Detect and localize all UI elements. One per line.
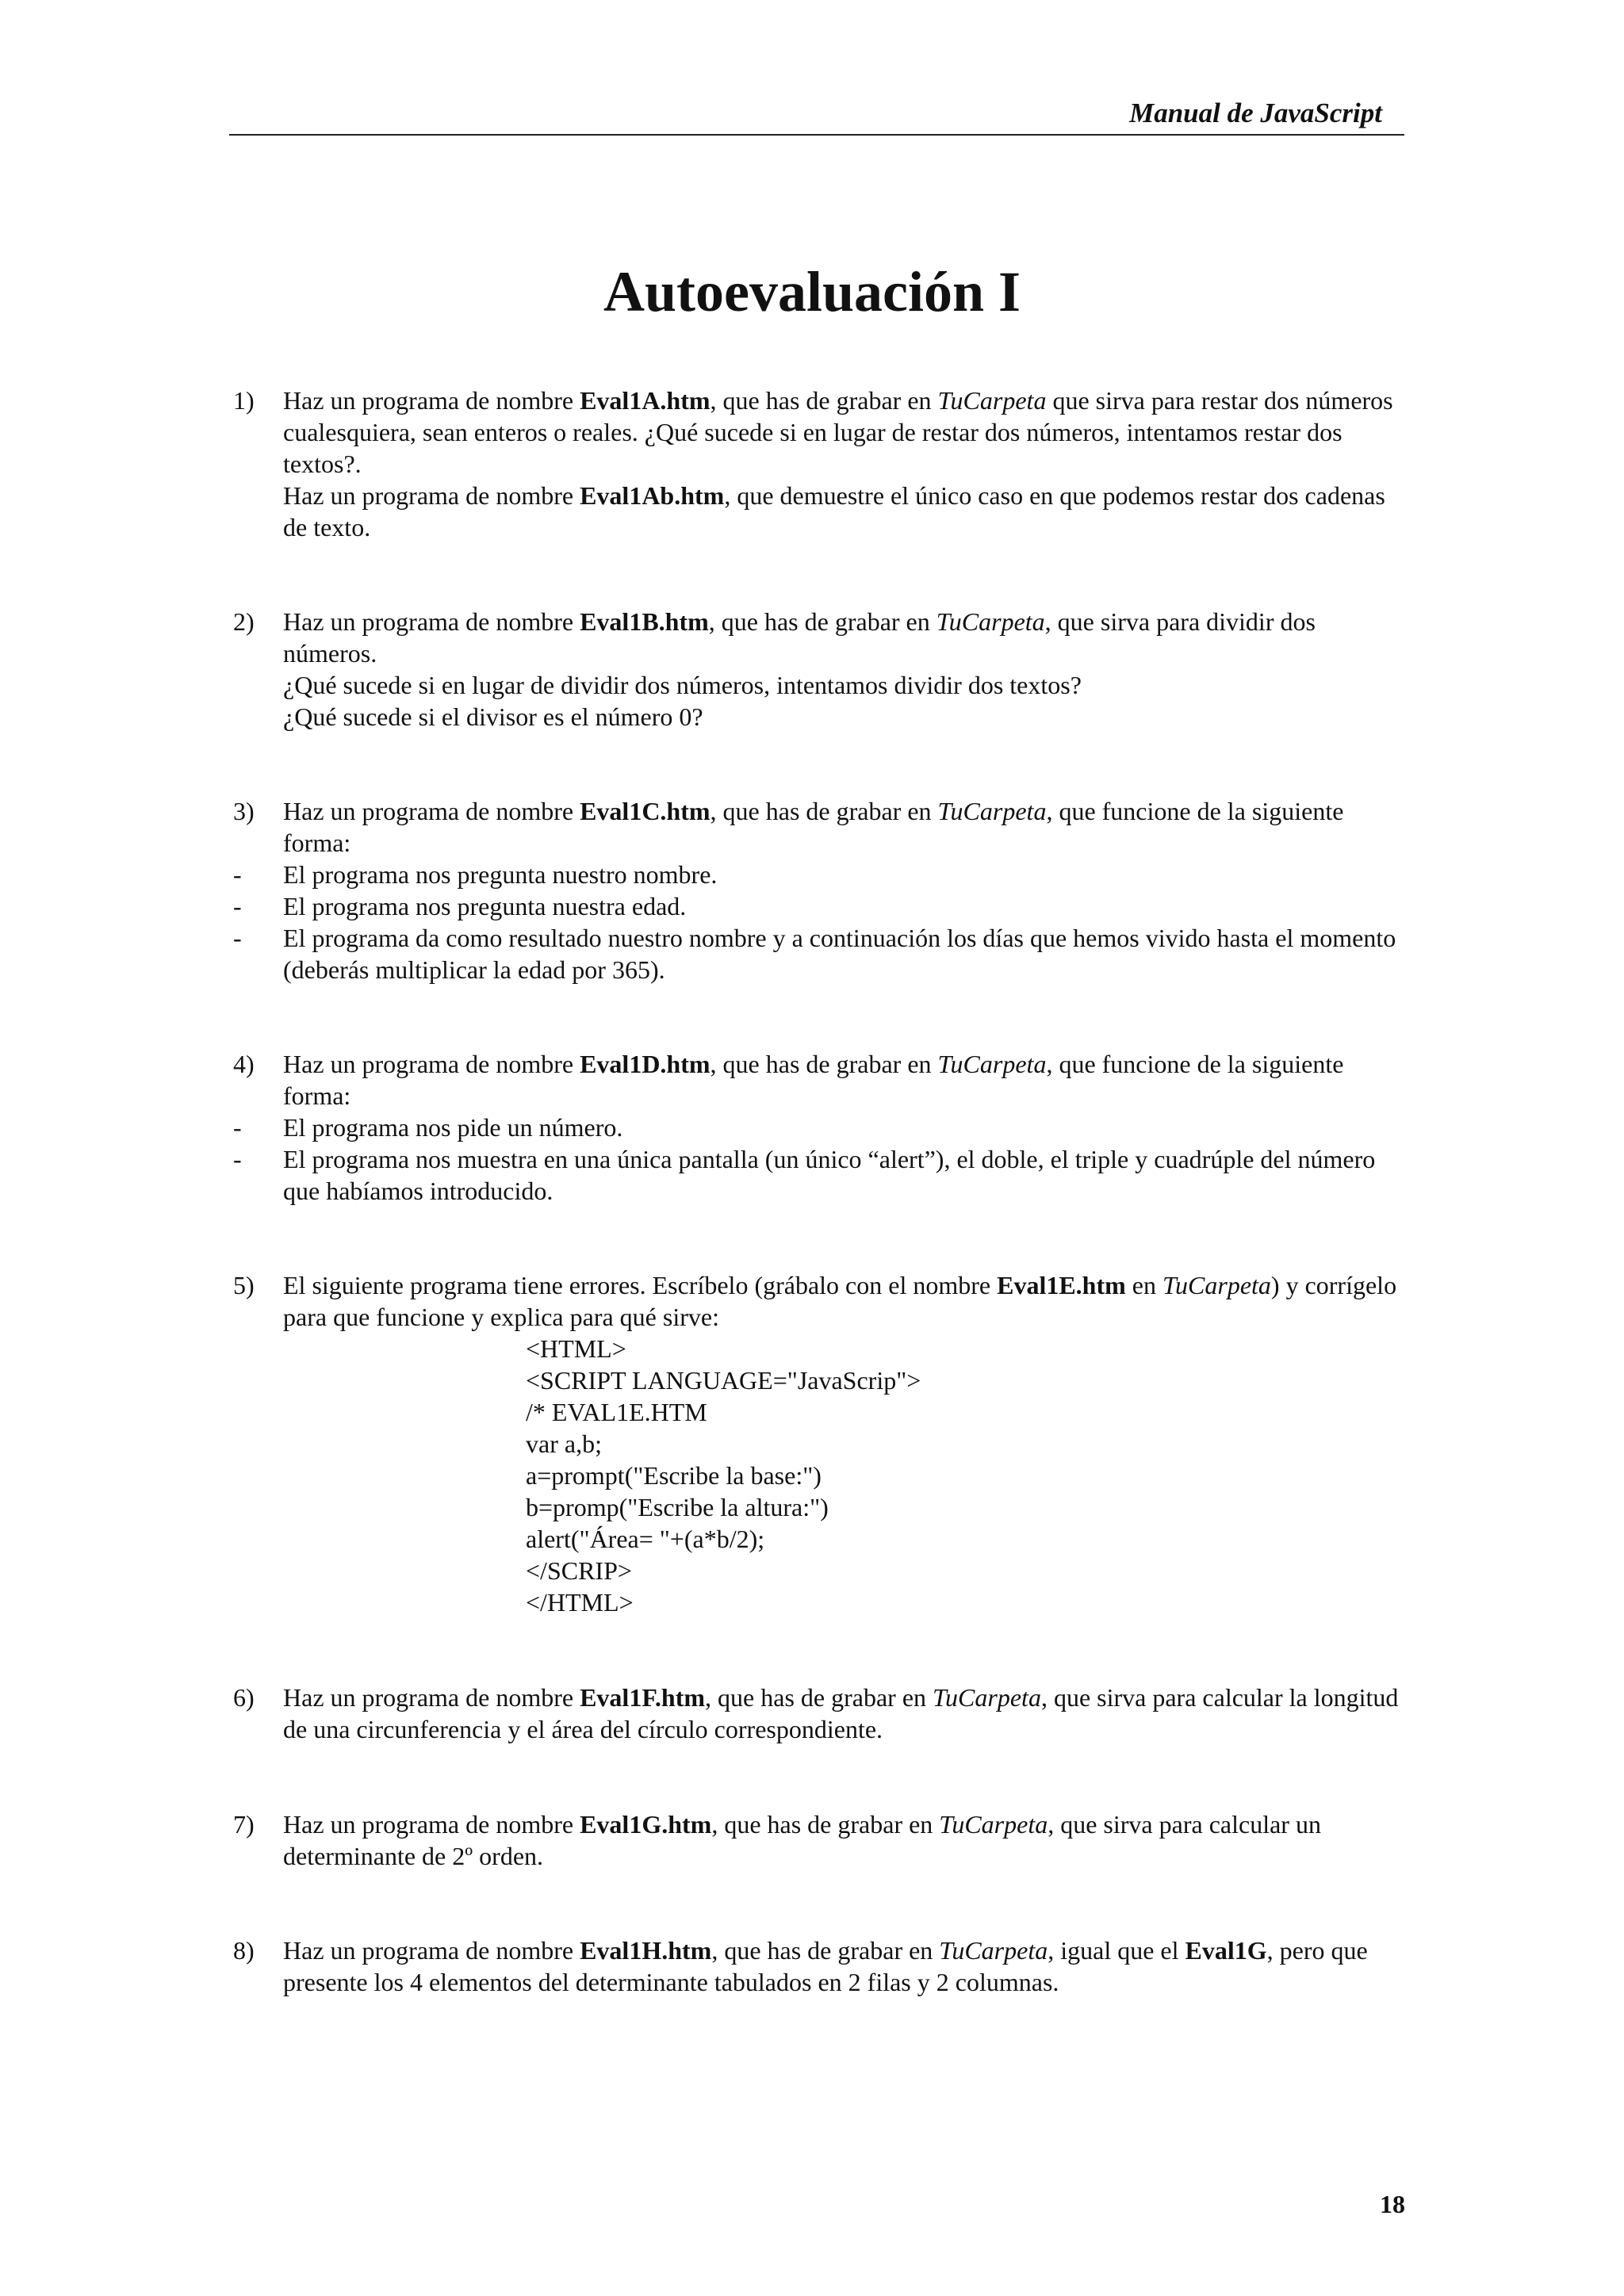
file-name: Eval1D.htm (580, 1050, 710, 1078)
exercise-2-paragraph (229, 606, 1403, 669)
exercise-6 (229, 1682, 1403, 1745)
bullet-dash: - (233, 1145, 242, 1173)
exercise-text: El siguiente programa tiene errores. Escríbelo (grábalo con el nombre (283, 1271, 998, 1299)
code-line: a=prompt("Escribe la base:") (526, 1461, 822, 1490)
code-line: var a,b; (526, 1429, 602, 1458)
exercise-text: Haz un programa de nombre (283, 481, 580, 510)
exercise-text: , pero que presente los 4 elementos del determinante tabulados en 2 filas y 2 columnas. (283, 1936, 1368, 1996)
exercise-2-question-1: ¿Qué sucede si en lugar de dividir dos números, intentamos dividir dos textos? (283, 671, 1082, 699)
exercise-8-paragraph (229, 1934, 1403, 1998)
exercise-text: Haz un programa de nombre (283, 1050, 580, 1078)
exercise-1-paragraph (229, 385, 1403, 480)
file-name: Eval1F.htm (580, 1683, 706, 1712)
exercise-number: 3) (233, 797, 255, 825)
exercise-text: en (1125, 1271, 1162, 1299)
folder-name: TuCarpeta (939, 1810, 1048, 1839)
file-name: Eval1B.htm (580, 607, 709, 636)
code-line: <SCRIPT LANGUAGE="JavaScrip"> (526, 1366, 921, 1395)
exercise-text: , que has de grabar en (710, 386, 938, 415)
list-item (229, 890, 1403, 922)
exercise-text: , que sirva para dividir dos números. (283, 607, 1316, 668)
list-item (229, 1112, 1403, 1143)
exercise-3 (229, 795, 1403, 985)
bullet-dash: - (233, 860, 242, 889)
list-item-text: El programa nos pregunta nuestra edad. (283, 892, 687, 920)
exercise-5 (229, 1269, 1403, 1618)
exercise-text: , que has de grabar en (710, 1050, 938, 1078)
folder-name: TuCarpeta (939, 1936, 1048, 1965)
exercise-6-paragraph (229, 1682, 1403, 1745)
file-name: Eval1H.htm (580, 1936, 712, 1965)
bullet-dash: - (233, 924, 242, 952)
exercise-text: ) y corrígelo para que funcione y explica para qué sirve: (283, 1271, 1397, 1331)
exercise-text: Haz un programa de nombre (283, 1936, 580, 1965)
exercise-number: 4) (233, 1050, 255, 1078)
exercise-number: 8) (233, 1936, 255, 1965)
file-name: Eval1G.htm (580, 1810, 712, 1839)
page-number: 18 (1380, 2190, 1405, 2218)
page-title: Autoevaluación I (603, 260, 1021, 323)
folder-name: TuCarpeta (936, 607, 1045, 636)
code-line: b=promp("Escribe la altura:") (526, 1493, 829, 1521)
exercise-2 (229, 606, 1403, 733)
list-item (229, 922, 1403, 985)
code-line: <HTML> (526, 1334, 626, 1363)
code-line: </SCRIP> (526, 1556, 632, 1585)
exercise-1-paragraph-2 (229, 480, 1403, 543)
exercise-4 (229, 1048, 1403, 1207)
exercise-text: , que sirva para calcular un determinante de 2º orden. (283, 1810, 1321, 1870)
exercise-number: 7) (233, 1810, 255, 1839)
exercise-8 (229, 1934, 1403, 1998)
bullet-dash: - (233, 1113, 242, 1142)
exercise-text: Haz un programa de nombre (283, 1683, 580, 1712)
exercise-number: 1) (233, 386, 255, 415)
list-item-text: El programa nos pregunta nuestro nombre. (283, 860, 718, 889)
header-rule (229, 134, 1404, 136)
exercise-text: , igual que el (1048, 1936, 1185, 1965)
list-item (229, 1143, 1403, 1207)
exercise-3-paragraph (229, 795, 1403, 859)
exercise-number: 5) (233, 1271, 255, 1299)
code-line: alert("Área= "+(a*b/2); (526, 1525, 765, 1553)
file-reference: Eval1G (1185, 1936, 1267, 1965)
exercise-text: Haz un programa de nombre (283, 1810, 580, 1839)
list-item-text: El programa nos pide un número. (283, 1113, 623, 1142)
exercise-text: , que has de grabar en (705, 1683, 933, 1712)
exercise-text: Haz un programa de nombre (283, 386, 580, 415)
folder-name: TuCarpeta (933, 1683, 1041, 1712)
exercise-number: 6) (233, 1683, 255, 1712)
bullet-dash: - (233, 892, 242, 920)
exercise-text: , que has de grabar en (711, 1810, 940, 1839)
exercise-text: , que has de grabar en (710, 797, 938, 825)
exercise-5-paragraph (229, 1269, 1403, 1333)
code-line: /* EVAL1E.HTM (526, 1398, 707, 1426)
exercise-4-paragraph (229, 1048, 1403, 1112)
exercise-1 (229, 385, 1403, 543)
exercise-2-question-2: ¿Qué sucede si el divisor es el número 0? (283, 702, 703, 731)
file-name: Eval1C.htm (580, 797, 710, 825)
file-name: Eval1Ab.htm (580, 481, 725, 510)
exercise-text: que sirva para restar dos números cualesquiera, sean enteros o reales. ¿Qué sucede si en lugar de restar dos números, intentamos restar dos textos?. (283, 386, 1393, 478)
folder-name: TuCarpeta (937, 1050, 1047, 1078)
folder-name: TuCarpeta (937, 797, 1047, 825)
running-header: Manual de JavaScript (1129, 98, 1382, 128)
exercise-text: , que sirva para calcular la longitud de una circunferencia y el área del círculo correspondiente. (283, 1683, 1399, 1743)
folder-name: TuCarpeta (937, 386, 1047, 415)
file-name: Eval1E.htm (997, 1271, 1126, 1299)
exercise-7-paragraph (229, 1808, 1403, 1872)
exercise-number: 2) (233, 607, 255, 636)
exercise-text: , que funcione de la siguiente forma: (283, 797, 1344, 857)
list-item-text: El programa nos muestra en una única pantalla (un único “alert”), el doble, el triple y cuadrúple del número que habíamos introducido. (283, 1145, 1376, 1205)
exercise-text: , que funcione de la siguiente forma: (283, 1050, 1344, 1110)
code-line: </HTML> (526, 1588, 634, 1617)
exercise-7 (229, 1808, 1403, 1872)
list-item (229, 859, 1403, 890)
exercise-text: , que demuestre el único caso en que podemos restar dos cadenas de texto. (283, 481, 1385, 541)
exercise-text: , que has de grabar en (708, 607, 936, 636)
list-item-text: El programa da como resultado nuestro nombre y a continuación los días que hemos vivido hasta el momento (deberás multiplicar la edad por 365). (283, 924, 1396, 984)
exercise-text: Haz un programa de nombre (283, 797, 580, 825)
exercise-text: , que has de grabar en (711, 1936, 940, 1965)
folder-name: TuCarpeta (1162, 1271, 1271, 1299)
exercise-text: Haz un programa de nombre (283, 607, 580, 636)
file-name: Eval1A.htm (580, 386, 710, 415)
